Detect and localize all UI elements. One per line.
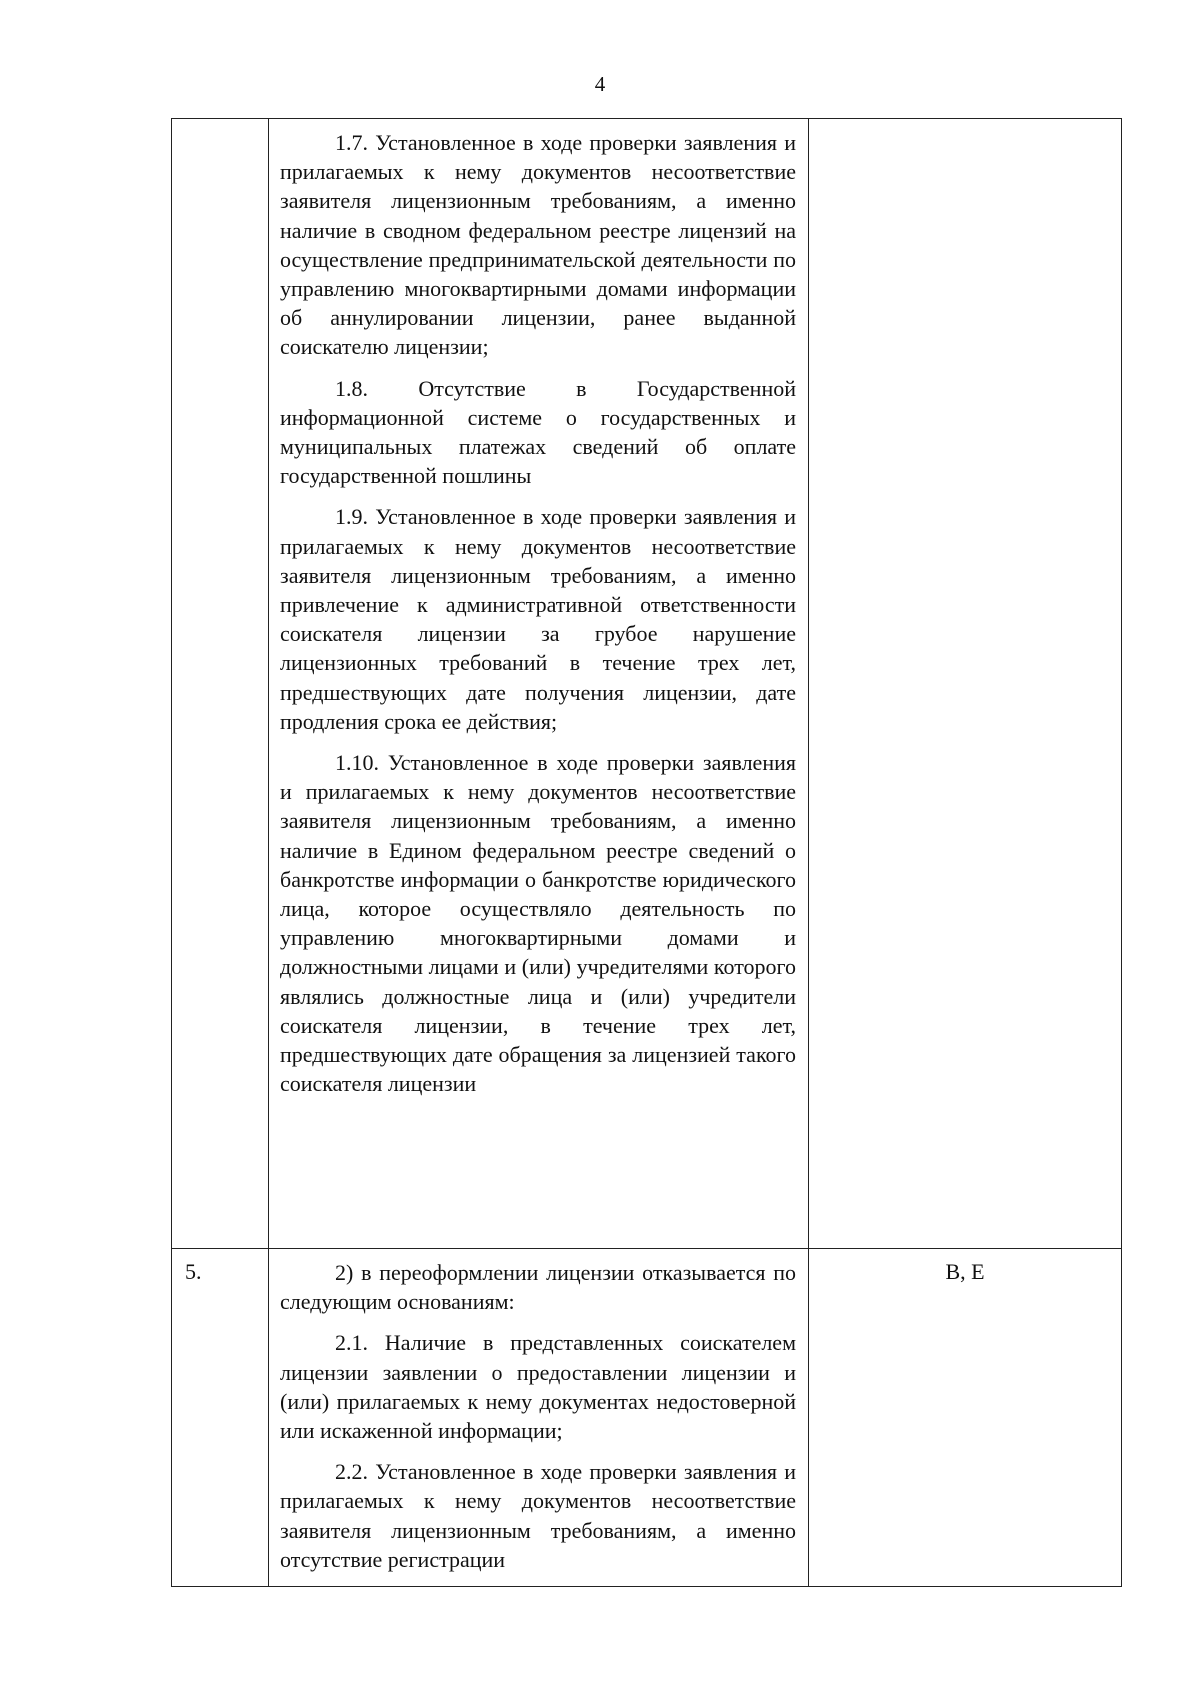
paragraph-1-7: 1.7. Установленное в ходе проверки заявления и прилагаемых к нему документов несоответствие заявителя лицензионным требованиям, а именно наличие в сводном федеральном реестре лицензий на осуществление предпринимательской деятельности по управлению многоквартирными домами информации об аннулировании лицензии, ранее выданной соискателю лицензии; <box>280 130 796 360</box>
page-number: 4 <box>594 72 606 96</box>
paragraph-2-2: 2.2. Установленное в ходе проверки заявления и прилагаемых к нему документов несоответствие заявителя лицензионным требованиям, а именно отсутствие регистрации <box>280 1459 796 1572</box>
row-text-cell <box>269 119 809 1249</box>
row-text-cell <box>269 1249 809 1587</box>
document-table <box>171 118 1122 1587</box>
row-code-cell <box>809 119 1122 1249</box>
paragraph-1-8: 1.8. Отсутствие в Государственной информационной системе о государственных и муниципальных платежах сведений об оплате государственной пошлины <box>280 375 796 489</box>
paragraph-1-9: 1.9. Установленное в ходе проверки заявления и прилагаемых к нему документов несоответствие заявителя лицензионным требованиям, а именно привлечение к административной ответственности соискателя лицензии за грубое нарушение лицензионных требований в течение трех лет, предшествующих дате получения лицензии, дате продления срока ее действия; <box>280 504 796 734</box>
paragraph-2: 2) в переоформлении лицензии отказывается по следующим основаниям: <box>280 1260 796 1315</box>
row-number-cell: 5. <box>172 1249 269 1587</box>
paragraph-1-10: 1.10. Установленное в ходе проверки заявления и прилагаемых к нему документов несоответствие заявителя лицензионным требованиям, а именно наличие в Едином федеральном реестре сведений о банкротстве информации о банкротстве юридического лица, которое осуществляло деятельность по управлению многоквартирными домами и должностными лицами и (или) учредителями которого являлись должностные лица и (или) учредители соискателя лицензии, в течение трех лет, предшествующих дате обращения за лицензией такого соискателя лицензии <box>280 750 796 1097</box>
paragraph-2-1: 2.1. Наличие в представленных соискателем лицензии заявлении о предоставлении лицензии и (или) прилагаемых к нему документах недостоверной или искаженной информации; <box>280 1330 796 1444</box>
table-row <box>172 119 1122 1249</box>
table-row <box>172 1249 1122 1587</box>
row-code-cell: В, Е <box>809 1249 1122 1587</box>
row-number-cell <box>172 119 269 1249</box>
